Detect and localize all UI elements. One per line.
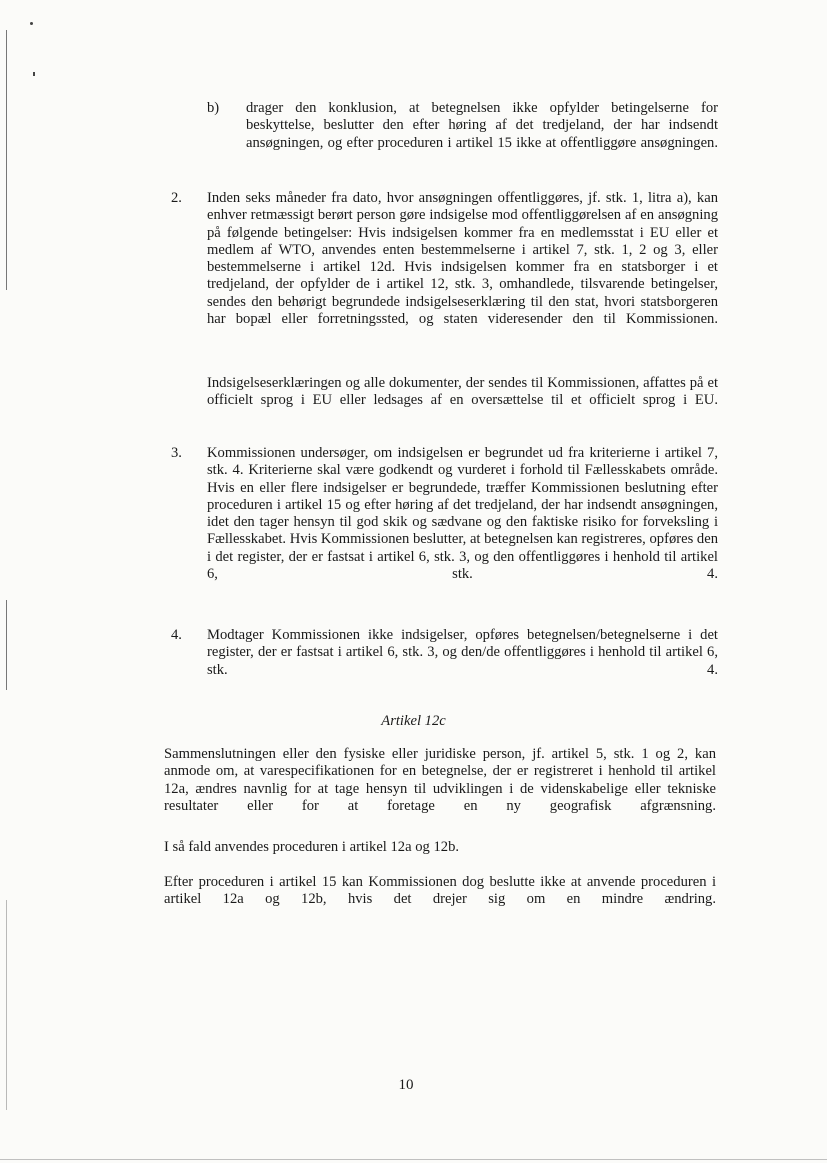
item-2-text: Inden seks måneder fra dato, hvor ansøgningen offentliggøres, jf. stk. 1, litra a), kan enhver retmæssigt berørt person gøre indsigelse mod offentliggørelsen af en ansøgning på følgende betingelser: Hvis indsigelsen kommer fra en medlemsstat i EU eller et medlem af WTO, anvendes enten bestemmelserne i artikel 7, stk. 1, 2 og 3, eller bestemmelserne i artikel 12d. Hvis indsigelsen kommer fra en statsborger i et tredjeland, der opfylder de i artikel 12, stk. 3, omhandlede, tilsvarende betingelser, sendes den behørigt begrundede indsigelseserklæring til den stat, hvori statsborgeren har bopæl eller forretningssted, og staten videresender den til Kommissionen. (207, 190, 718, 328)
item-b-text: drager den konklusion, at betegnelsen ikke opfylder betingelserne for beskyttelse, beslutter den efter høring af det tredjeland, der har indsendt ansøgningen, og efter proceduren i artikel 15 ikke at offentliggøre ansøgningen. (246, 100, 718, 151)
item-3-label: 3. (171, 445, 182, 461)
item-3-text: Kommissionen undersøger, om indsigelsen er begrundet ud fra kriterierne i artikel 7, stk. 4. Kriterierne skal være godkendt og vurderet i forhold til Fællesskabets område. Hvis en eller flere indsigelser er begrundede, træffer Kommissionen beslutning efter proceduren i artikel 15 og efter høring af det tredjeland, der har indsendt ansøgningen, idet den tager hensyn til god skik og sædvane og den faktiske risiko for forveksling i Fællesskabet. Hvis Kommissionen beslutter, at betegnelsen kan registreres, opføres den i det register, der er fastsat i artikel 6, stk. 3, og den offentliggøres i henhold til artikel 6, stk. 4. (207, 445, 718, 583)
article-paragraph-3: Efter proceduren i artikel 15 kan Kommissionen dog beslutte ikke at anvende proceduren i artikel 12a og 12b, hvis det drejer sig om en mindre ændring. (164, 874, 716, 908)
article-paragraph-1: Sammenslutningen eller den fysiske eller juridiske person, jf. artikel 5, stk. 1 og 2, kan anmode om, at varespecifikationen for en betegnelse, der er registreret i henhold til artikel 12a, ændres navnlig for at tage hensyn til udviklingen i de videnskabelige eller tekniske resultater eller for at foretage en ny geografisk afgrænsning. (164, 746, 716, 814)
item-4-label: 4. (171, 627, 182, 643)
scan-edge-line (6, 30, 7, 290)
item-b-label: b) (207, 100, 220, 116)
item-2-text-continued: Indsigelseserklæringen og alle dokumenter, der sendes til Kommissionen, affattes på et officielt sprog i EU eller ledsages af en oversættelse til et officielt sprog i EU. (207, 375, 718, 409)
scan-dot (33, 72, 35, 76)
page-number: 10 (398, 1077, 414, 1093)
article-paragraph-2: I så fald anvendes proceduren i artikel 12a og 12b. (164, 839, 460, 855)
scan-edge-line (6, 600, 7, 690)
scan-dot (30, 22, 33, 25)
article-heading: Artikel 12c (381, 713, 446, 729)
scan-bottom-line (0, 1159, 827, 1160)
item-2-label: 2. (171, 190, 182, 206)
item-4-text: Modtager Kommissionen ikke indsigelser, opføres betegnelsen/betegnelserne i det register, der er fastsat i artikel 6, stk. 3, og den/de offentliggøres i henhold til artikel 6, stk. 4. (207, 627, 718, 678)
